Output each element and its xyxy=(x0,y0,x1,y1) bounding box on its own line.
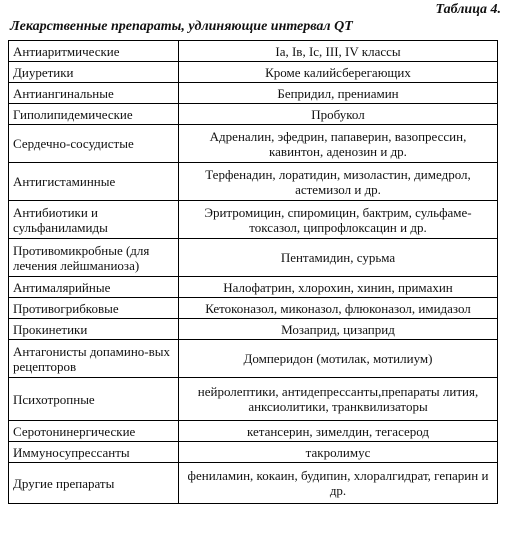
drug-list-cell: Терфенадин, лоратидин, мизоластин, димедрол, астемизол и др. xyxy=(179,163,498,201)
drug-list-cell: Бепридил, прениамин xyxy=(179,83,498,104)
drug-group-cell: Прокинетики xyxy=(9,319,179,340)
drug-group-cell: Иммуносупрессанты xyxy=(9,442,179,463)
drug-list-cell: Мозаприд, цизаприд xyxy=(179,319,498,340)
drug-list-cell: Пробукол xyxy=(179,104,498,125)
table-row xyxy=(9,62,498,83)
drug-group-cell: Антиангинальные xyxy=(9,83,179,104)
table-row xyxy=(9,340,498,378)
table-row xyxy=(9,319,498,340)
drug-group-cell: Другие препараты xyxy=(9,463,179,504)
drug-list-cell: Адреналин, эфедрин, папаверин, вазопрессин, кавинтон, аденозин и др. xyxy=(179,125,498,163)
drug-list-cell: фениламин, кокаин, будипин, хлоралгидрат, гепарин и др. xyxy=(179,463,498,504)
drug-list-cell: Домперидон (мотилак, мотилиум) xyxy=(179,340,498,378)
drug-group-cell: Сердечно-сосудистые xyxy=(9,125,179,163)
drug-table xyxy=(8,40,498,504)
table-row xyxy=(9,463,498,504)
table-row xyxy=(9,277,498,298)
table-row xyxy=(9,442,498,463)
drug-list-cell: такролимус xyxy=(179,442,498,463)
drug-group-cell: Серотонинергические xyxy=(9,421,179,442)
table-row xyxy=(9,41,498,62)
table-row xyxy=(9,239,498,277)
drug-group-cell: Антагонисты допамино-вых рецепторов xyxy=(9,340,179,378)
drug-group-cell: Противомикробные (для лечения лейшманиоза) xyxy=(9,239,179,277)
drug-list-cell: кетансерин, зимелдин, тегасерод xyxy=(179,421,498,442)
table-row xyxy=(9,298,498,319)
table-row xyxy=(9,378,498,421)
drug-group-cell: Противогрибковые xyxy=(9,298,179,319)
drug-list-cell: Пентамидин, сурьма xyxy=(179,239,498,277)
drug-group-cell: Антималярийные xyxy=(9,277,179,298)
table-caption: Лекарственные препараты, удлиняющие интервал QT xyxy=(10,19,353,34)
table-row xyxy=(9,83,498,104)
drug-list-cell: Ia, Iв, Ic, III, IV классы xyxy=(179,41,498,62)
table-row xyxy=(9,104,498,125)
drug-group-cell: Психотропные xyxy=(9,378,179,421)
table-row xyxy=(9,201,498,239)
drug-list-cell: Кетоконазол, миконазол, флюконазол, имидазол xyxy=(179,298,498,319)
drug-group-cell: Гиполипидемические xyxy=(9,104,179,125)
drug-list-cell: нейролептики, антидепрессанты,препараты лития, анксиолитики, транквилизаторы xyxy=(179,378,498,421)
drug-list-cell: Эритромицин, спиромицин, бактрим, сульфаме-токсазол, ципрофлоксацин и др. xyxy=(179,201,498,239)
table-number: Таблица 4. xyxy=(435,2,501,17)
table-row xyxy=(9,421,498,442)
table-row xyxy=(9,125,498,163)
drug-group-cell: Диуретики xyxy=(9,62,179,83)
drug-group-cell: Антиаритмические xyxy=(9,41,179,62)
drug-group-cell: Антибиотики и сульфаниламиды xyxy=(9,201,179,239)
drug-list-cell: Налофатрин, хлорохин, хинин, примахин xyxy=(179,277,498,298)
table-row xyxy=(9,163,498,201)
drug-group-cell: Антигистаминные xyxy=(9,163,179,201)
drug-list-cell: Кроме калийсберегающих xyxy=(179,62,498,83)
